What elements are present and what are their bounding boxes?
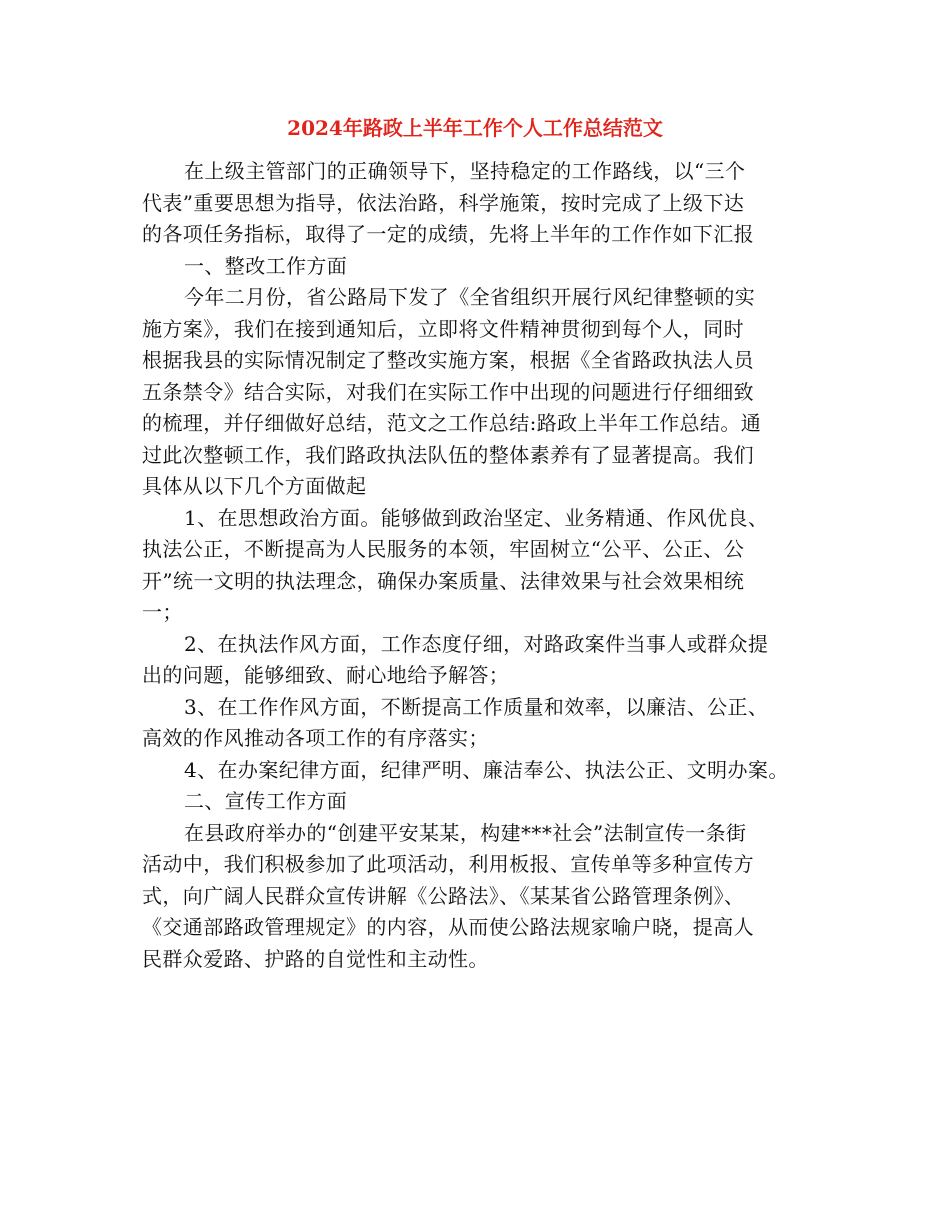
- paragraph-line: 民群众爱路、护路的自觉性和主动性。: [142, 946, 489, 971]
- paragraph-line: 一、整改工作方面: [184, 253, 348, 278]
- paragraph-line: 过此次整顿工作，我们路政执法队伍的整体素养有了显著提高。我们: [142, 442, 754, 467]
- paragraph-line: 开”统一文明的执法理念，确保办案质量、法律效果与社会效果相统: [142, 568, 745, 593]
- paragraph-line: 3、在工作作风方面，不断提高工作质量和效率，以廉洁、公正、: [184, 694, 769, 719]
- paragraph-line: 根据我县的实际情况制定了整改实施方案，根据《全省路政执法人员: [142, 348, 754, 372]
- paragraph-line: 一；: [142, 600, 183, 624]
- document-title: 2024年路政上半年工作个人工作总结范文: [287, 116, 663, 140]
- paragraph-line: 二、宣传工作方面: [184, 789, 348, 813]
- document-body: [142, 156, 822, 975]
- paragraph-line: 4、在办案纪律方面，纪律严明、廉洁奉公、执法公正、文明办案。: [184, 757, 789, 782]
- paragraph-line: 在上级主管部门的正确领导下，坚持稳定的工作路线，以“三个: [184, 159, 746, 183]
- paragraph-line: 的各项任务指标，取得了一定的成绩，先将上半年的工作作如下汇报: [142, 222, 754, 246]
- paragraph-line: 的梳理，并仔细做好总结，范文之工作总结:路政上半年工作总结。通: [142, 411, 762, 435]
- paragraph-line: 具体从以下几个方面做起: [142, 474, 367, 498]
- paragraph-line: 施方案》，我们在接到通知后，立即将文件精神贯彻到每个人，同时: [142, 316, 744, 341]
- paragraph-line: 式，向广阔人民群众宣传讲解《公路法》、《某某省公路管理条例》、: [142, 883, 745, 908]
- paragraph-line: 2、在执法作风方面，工作态度仔细，对路政案件当事人或群众提: [184, 631, 769, 656]
- paragraph-line: 出的问题，能够细致、耐心地给予解答；: [142, 663, 510, 687]
- paragraph-line: 今年二月份，省公路局下发了《全省组织开展行风纪律整顿的实: [184, 285, 756, 309]
- paragraph-line: 执法公正，不断提高为人民服务的本领，牢固树立“公平、公正、公: [142, 537, 745, 561]
- paragraph-line: 在县政府举办的“创建平安某某，构建***社会”法制宣传一条街: [184, 820, 747, 845]
- paragraph-line: 代表”重要思想为指导，依法治路，科学施策，按时完成了上级下达: [142, 190, 745, 215]
- paragraph-line: 1、在思想政治方面。能够做到政治坚定、业务精通、作风优良、: [184, 505, 769, 530]
- paragraph-line: 五条禁令》结合实际，对我们在实际工作中出现的问题进行仔细细致: [142, 379, 754, 404]
- paragraph-line: 《交通部路政管理规定》的内容，从而使公路法规家喻户晓，提高人: [142, 915, 754, 939]
- paragraph-line: 高效的作风推动各项工作的有序落实；: [142, 726, 489, 750]
- paragraph-line: 活动中，我们积极参加了此项活动，利用板报、宣传单等多种宣传方: [142, 852, 754, 876]
